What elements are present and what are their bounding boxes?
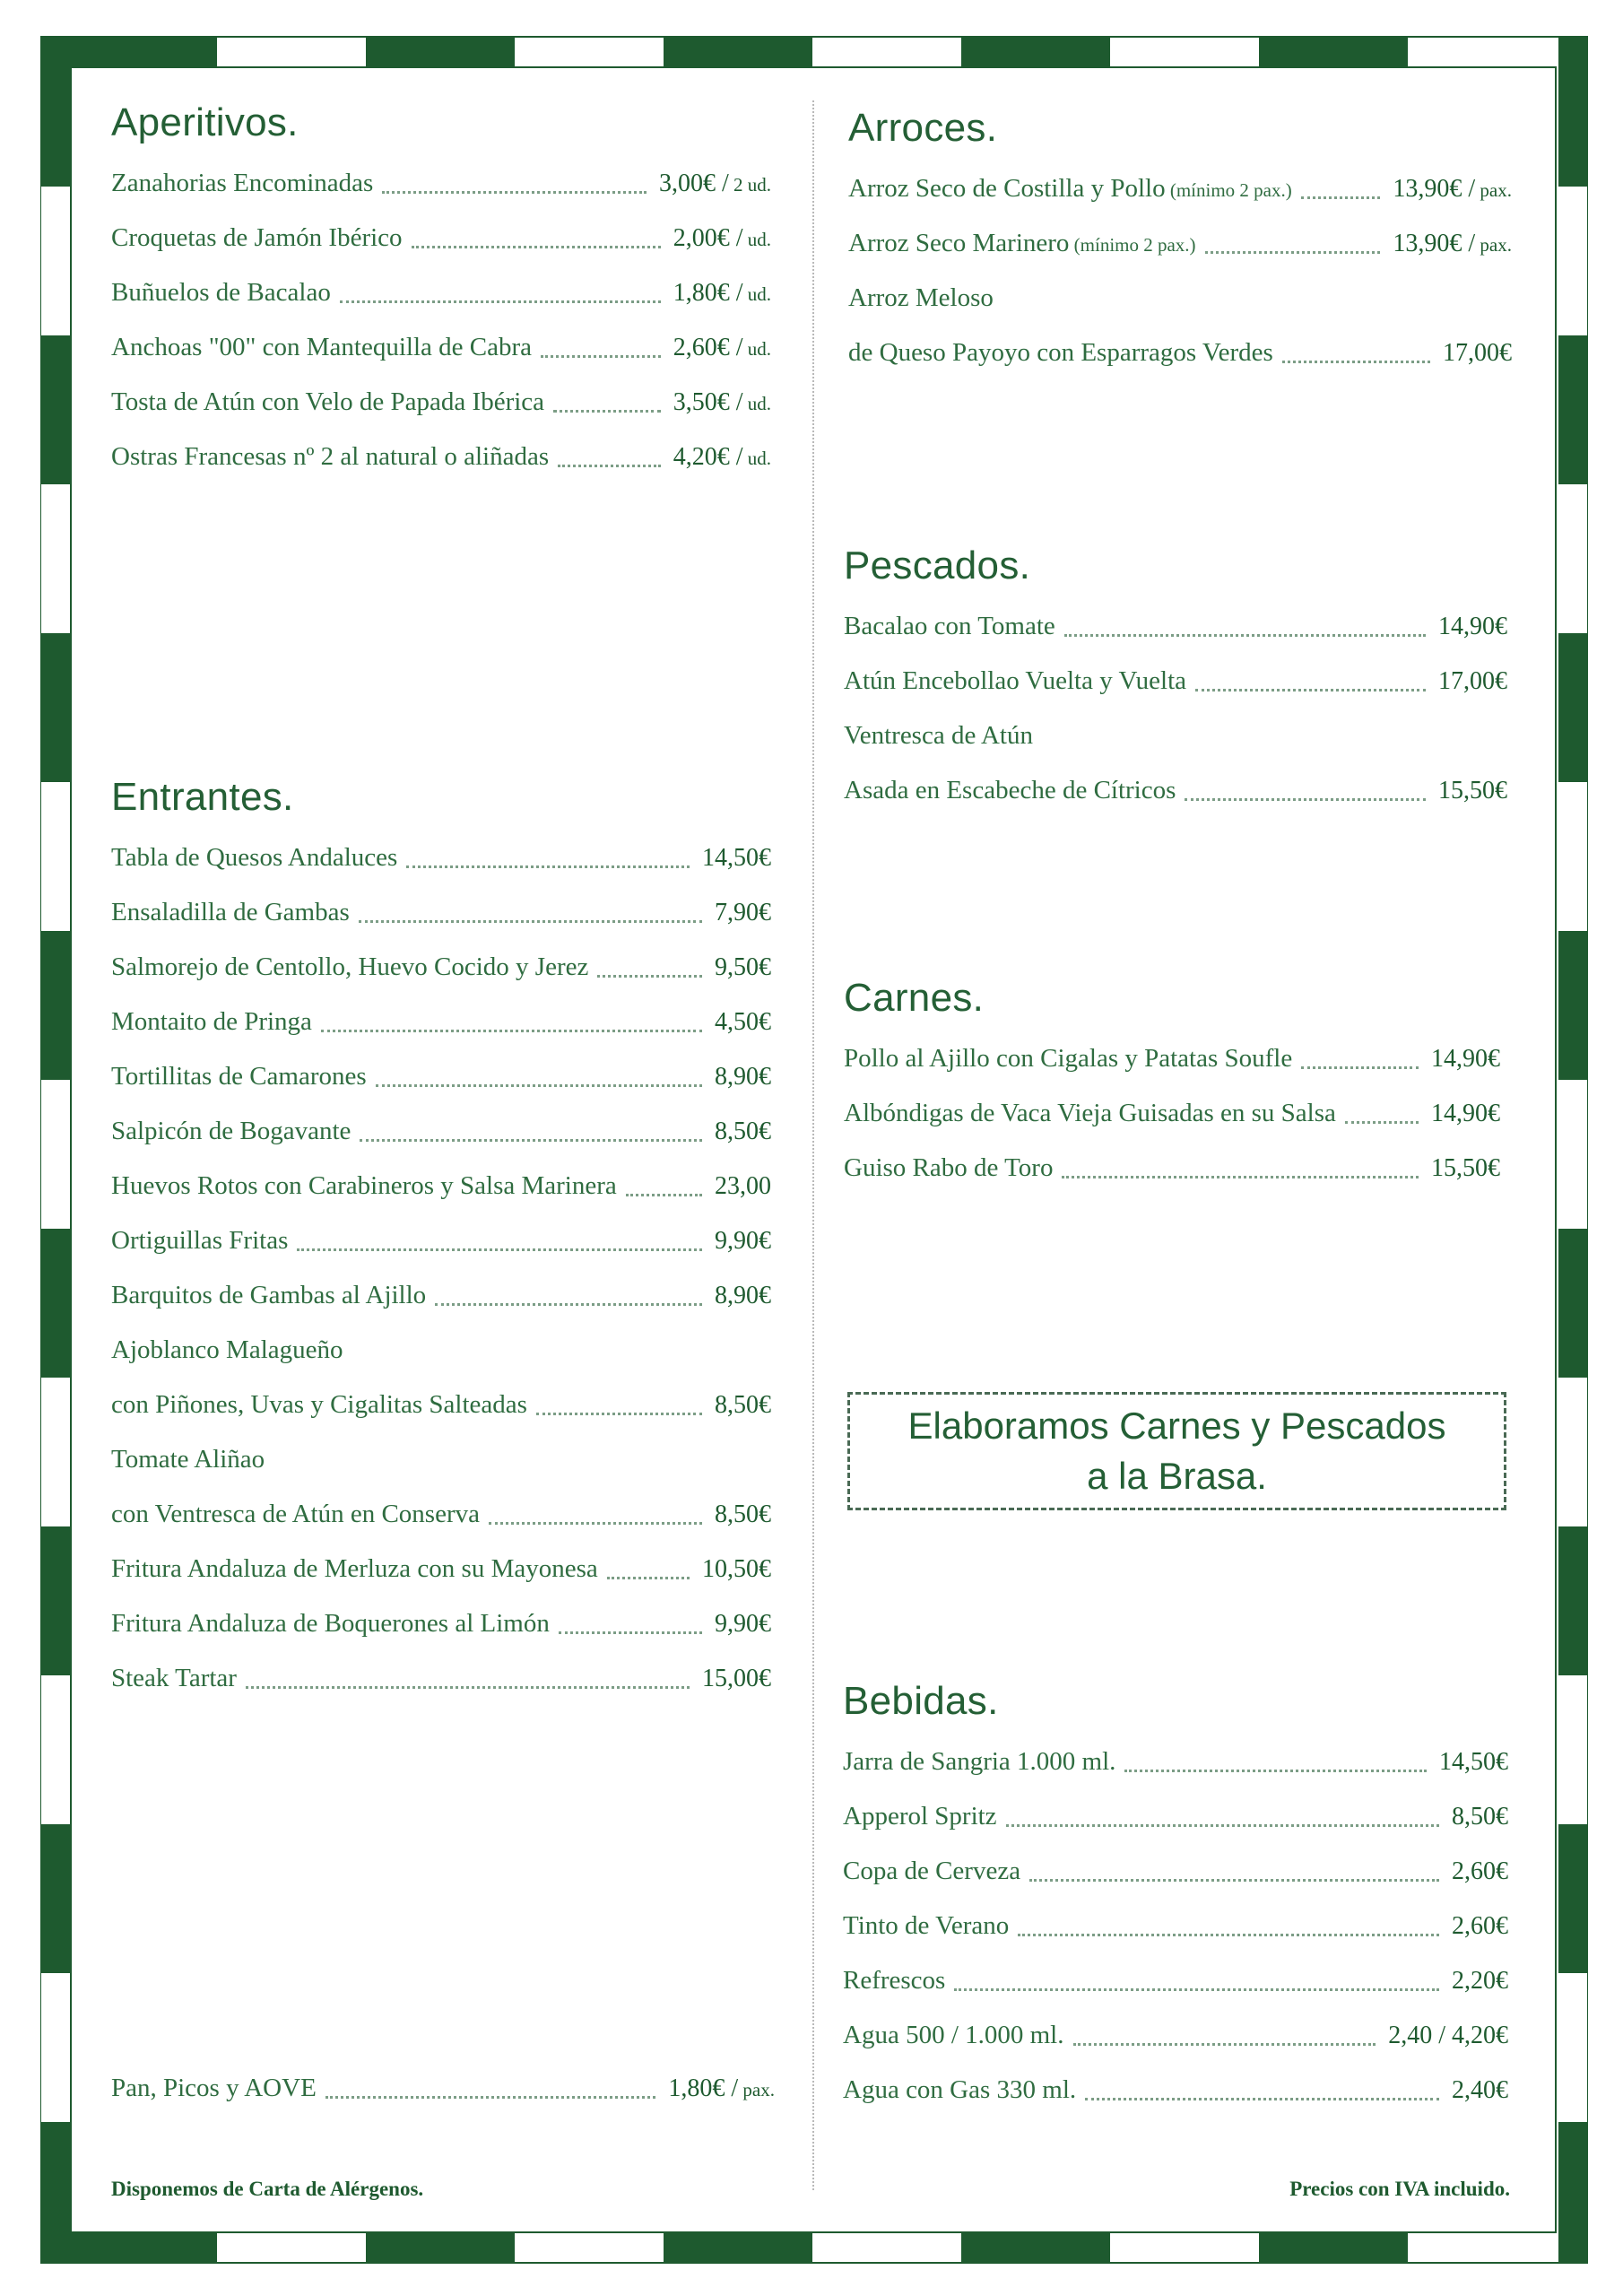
leader-dots (1124, 1770, 1427, 1772)
item-name: de Queso Payoyo con Esparragos Verdes (848, 338, 1273, 367)
item-price: 2,60€ (1452, 1857, 1508, 1885)
menu-item (111, 156, 771, 211)
item-name: Croquetas de Jamón Ibérico (111, 223, 403, 252)
menu-item (843, 2063, 1508, 2118)
leader-dots (1282, 361, 1430, 363)
menu-item (111, 1432, 771, 1487)
leader-dots (1301, 1066, 1419, 1069)
menu-item (111, 375, 771, 430)
item-price: 13,90€ / pax. (1393, 174, 1512, 203)
leader-dots (1205, 251, 1381, 254)
item-name: Agua con Gas 330 ml. (843, 2075, 1077, 2104)
item-name: Ventresca de Atún (844, 721, 1033, 750)
item-price: 2,40€ (1452, 2075, 1508, 2104)
item-price: 9,50€ (715, 952, 771, 981)
item-name: Copa de Cerveza (843, 1857, 1021, 1885)
menu-item (843, 1789, 1508, 1844)
menu-item (111, 1542, 771, 1596)
section-entrantes (111, 775, 771, 1706)
leader-dots (541, 355, 661, 358)
leader-dots (1006, 1824, 1439, 1827)
leader-dots (297, 1248, 702, 1251)
item-price: 9,90€ (715, 1609, 771, 1638)
leader-dots (1029, 1879, 1439, 1882)
item-price: 15,50€ (1431, 1153, 1500, 1182)
leader-dots (536, 1413, 702, 1415)
item-name: Ajoblanco Malagueño (111, 1335, 343, 1364)
leader-dots (558, 465, 661, 467)
menu-item (843, 1844, 1508, 1899)
item-name: Tosta de Atún con Velo de Papada Ibérica (111, 387, 545, 416)
item-price: 8,90€ (715, 1062, 771, 1091)
item-name: Fritura Andaluza de Boquerones al Limón (111, 1609, 550, 1638)
leader-dots (954, 1988, 1439, 1991)
menu-item (111, 885, 771, 940)
item-name: Asada en Escabeche de Cítricos (844, 776, 1176, 804)
item-name: Albóndigas de Vaca Vieja Guisadas en su Salsa (844, 1099, 1336, 1127)
leader-dots (435, 1303, 702, 1306)
menu-item (844, 654, 1507, 709)
menu-item (844, 1141, 1500, 1196)
item-price: 13,90€ / pax. (1393, 229, 1512, 257)
menu-item (111, 320, 771, 375)
menu-item (111, 1487, 771, 1542)
item-name: Ortiguillas Fritas (111, 1226, 289, 1255)
leader-dots (360, 1139, 702, 1142)
item-price: 2,60€ (1452, 1911, 1508, 1940)
item-name: Pollo al Ajillo con Cigalas y Patatas Soufle (844, 1044, 1293, 1073)
menu-item (111, 1323, 771, 1378)
section-bebidas (843, 1679, 1508, 2118)
item-price: 14,50€ (1439, 1747, 1508, 1776)
item-price: 15,00€ (702, 1664, 771, 1692)
menu-item (844, 763, 1507, 818)
menu-item (111, 1104, 771, 1159)
item-name: Fritura Andaluza de Merluza con su Mayonesa (111, 1554, 598, 1583)
menu-item (111, 211, 771, 265)
item-name: Barquitos de Gambas al Ajillo (111, 1281, 427, 1309)
leader-dots (376, 1084, 702, 1087)
item-price: 14,50€ (702, 843, 771, 872)
leader-dots (597, 975, 702, 978)
item-name: Salpicón de Bogavante (111, 1117, 352, 1145)
item-name: Tabla de Quesos Andaluces (111, 843, 398, 872)
item-name: Salmorejo de Centollo, Huevo Cocido y Jerez (111, 952, 589, 981)
menu-item (111, 1213, 771, 1268)
item-price: 2,60€ / ud. (673, 333, 771, 361)
leader-dots (340, 300, 661, 303)
leader-dots (1085, 2098, 1439, 2100)
menu-item (843, 2008, 1508, 2063)
menu-item (843, 1953, 1508, 2008)
item-price: 14,90€ (1438, 612, 1507, 640)
leader-dots (1018, 1934, 1439, 1936)
leader-dots (607, 1577, 690, 1579)
item-price: 17,00€ (1443, 338, 1512, 367)
allergen-note: Disponemos de Carta de Alérgenos. (111, 2178, 424, 2200)
item-price: 1,80€ / pax. (668, 2074, 775, 2102)
leader-dots (1064, 634, 1426, 637)
item-name: Anchoas "00" con Mantequilla de Cabra (111, 333, 533, 361)
item-name: Jarra de Sangria 1.000 ml. (843, 1747, 1116, 1776)
left-stripe-border (41, 38, 70, 2262)
vat-note: Precios con IVA incluido. (1289, 2178, 1510, 2200)
menu-item (111, 831, 771, 885)
leader-dots (246, 1686, 690, 1689)
item-name: Guiso Rabo de Toro (844, 1153, 1054, 1182)
menu-item (844, 1031, 1500, 1086)
item-price: 15,50€ (1438, 776, 1507, 804)
leader-dots (1301, 196, 1381, 199)
menu-item (111, 1378, 771, 1432)
section-aperitivos (111, 100, 771, 484)
item-price: 4,50€ (715, 1007, 771, 1036)
item-name: Zanahorias Encominadas (111, 169, 374, 197)
item-name: Atún Encebollao Vuelta y Vuelta (844, 666, 1187, 695)
brasa-line-2: a la Brasa. (1087, 1455, 1267, 1497)
item-price: 3,50€ / ud. (673, 387, 771, 416)
menu-item (111, 430, 771, 484)
leader-dots (626, 1194, 702, 1196)
item-name: Arroz Seco Marinero (mínimo 2 pax.) (848, 229, 1196, 257)
top-stripe-border (68, 38, 1555, 66)
menu-item (111, 2061, 775, 2116)
item-price: 2,20€ (1452, 1966, 1508, 1995)
item-name: Ostras Francesas nº 2 al natural o aliñadas (111, 442, 550, 471)
right-stripe-border (1558, 38, 1587, 2262)
item-price: 8,50€ (715, 1390, 771, 1419)
leader-dots (559, 1631, 702, 1634)
brasa-notice-box (847, 1392, 1506, 1510)
item-name: Arroz Meloso (848, 283, 994, 312)
menu-item (844, 709, 1507, 763)
menu-item (848, 216, 1512, 271)
section-title: Carnes. (844, 976, 985, 1020)
leader-dots (382, 191, 647, 194)
item-price: 17,00€ (1438, 666, 1507, 695)
item-price: 1,80€ / ud. (673, 278, 771, 307)
item-name: Apperol Spritz (843, 1802, 997, 1831)
bottom-stripe-border (68, 2233, 1555, 2262)
item-name: Huevos Rotos con Carabineros y Salsa Marinera (111, 1171, 617, 1200)
item-price: 2,00€ / ud. (673, 223, 771, 252)
menu-item (844, 1086, 1500, 1141)
menu-item (111, 1049, 771, 1104)
section-title: Pescados. (844, 544, 1031, 587)
leader-dots (412, 246, 661, 248)
item-price: 7,90€ (715, 898, 771, 926)
item-name: Tinto de Verano (843, 1911, 1010, 1940)
leader-dots (1185, 798, 1426, 801)
section-title: Aperitivos. (111, 100, 299, 144)
column-divider (812, 100, 814, 2190)
leader-dots (1073, 2043, 1376, 2046)
leader-dots (1195, 689, 1426, 691)
item-name: Refrescos (843, 1966, 946, 1995)
item-name: Tomate Aliñao (111, 1445, 265, 1474)
section-title: Entrantes. (111, 775, 294, 819)
item-name: Montaito de Pringa (111, 1007, 312, 1036)
item-price: 10,50€ (702, 1554, 771, 1583)
item-price: 14,90€ (1431, 1044, 1500, 1073)
item-name: Arroz Seco de Costilla y Pollo (mínimo 2 pax.) (848, 174, 1292, 203)
item-name: Steak Tartar (111, 1664, 237, 1692)
item-name: con Piñones, Uvas y Cigalitas Salteadas (111, 1390, 527, 1419)
item-name: Agua 500 / 1.000 ml. (843, 2021, 1064, 2049)
item-price: 23,00 (715, 1171, 771, 1200)
section-carnes (844, 976, 1500, 1196)
item-name: Pan, Picos y AOVE (111, 2074, 317, 2102)
item-name: Ensaladilla de Gambas (111, 898, 350, 926)
item-name: Tortillitas de Camarones (111, 1062, 367, 1091)
leader-dots (489, 1522, 702, 1525)
menu-item (111, 1268, 771, 1323)
item-price: 9,90€ (715, 1226, 771, 1255)
brasa-line-1: Elaboramos Carnes y Pescados (907, 1405, 1446, 1447)
menu-item (848, 161, 1512, 216)
menu-item (111, 995, 771, 1049)
section-pan (111, 2061, 775, 2116)
leader-dots (1345, 1121, 1419, 1124)
menu-item (111, 1159, 771, 1213)
menu-item (111, 940, 771, 995)
item-price: 3,00€ / 2 ud. (658, 169, 771, 197)
section-pescados (844, 544, 1507, 818)
menu-item (848, 271, 1512, 326)
leader-dots (359, 920, 702, 923)
leader-dots (553, 410, 661, 413)
item-name: Buñuelos de Bacalao (111, 278, 331, 307)
item-price: 14,90€ (1431, 1099, 1500, 1127)
menu-item (111, 265, 771, 320)
item-price: 4,20€ / ud. (673, 442, 771, 471)
item-price: 8,50€ (715, 1500, 771, 1528)
item-price: 8,90€ (715, 1281, 771, 1309)
menu-item (111, 1596, 771, 1651)
menu-item (111, 1651, 771, 1706)
menu-item (843, 1899, 1508, 1953)
item-name: con Ventresca de Atún en Conserva (111, 1500, 480, 1528)
leader-dots (406, 865, 690, 868)
leader-dots (321, 1030, 702, 1032)
leader-dots (1062, 1176, 1419, 1178)
section-title: Bebidas. (843, 1679, 999, 1723)
menu-item (843, 1735, 1508, 1789)
section-title: Arroces. (848, 106, 998, 150)
menu-item (848, 326, 1512, 380)
leader-dots (325, 2096, 656, 2099)
section-arroces (848, 106, 1512, 380)
item-price: 8,50€ (715, 1117, 771, 1145)
item-price: 8,50€ (1452, 1802, 1508, 1831)
item-name: Bacalao con Tomate (844, 612, 1055, 640)
menu-item (844, 599, 1507, 654)
item-price: 2,40 / 4,20€ (1388, 2021, 1508, 2049)
